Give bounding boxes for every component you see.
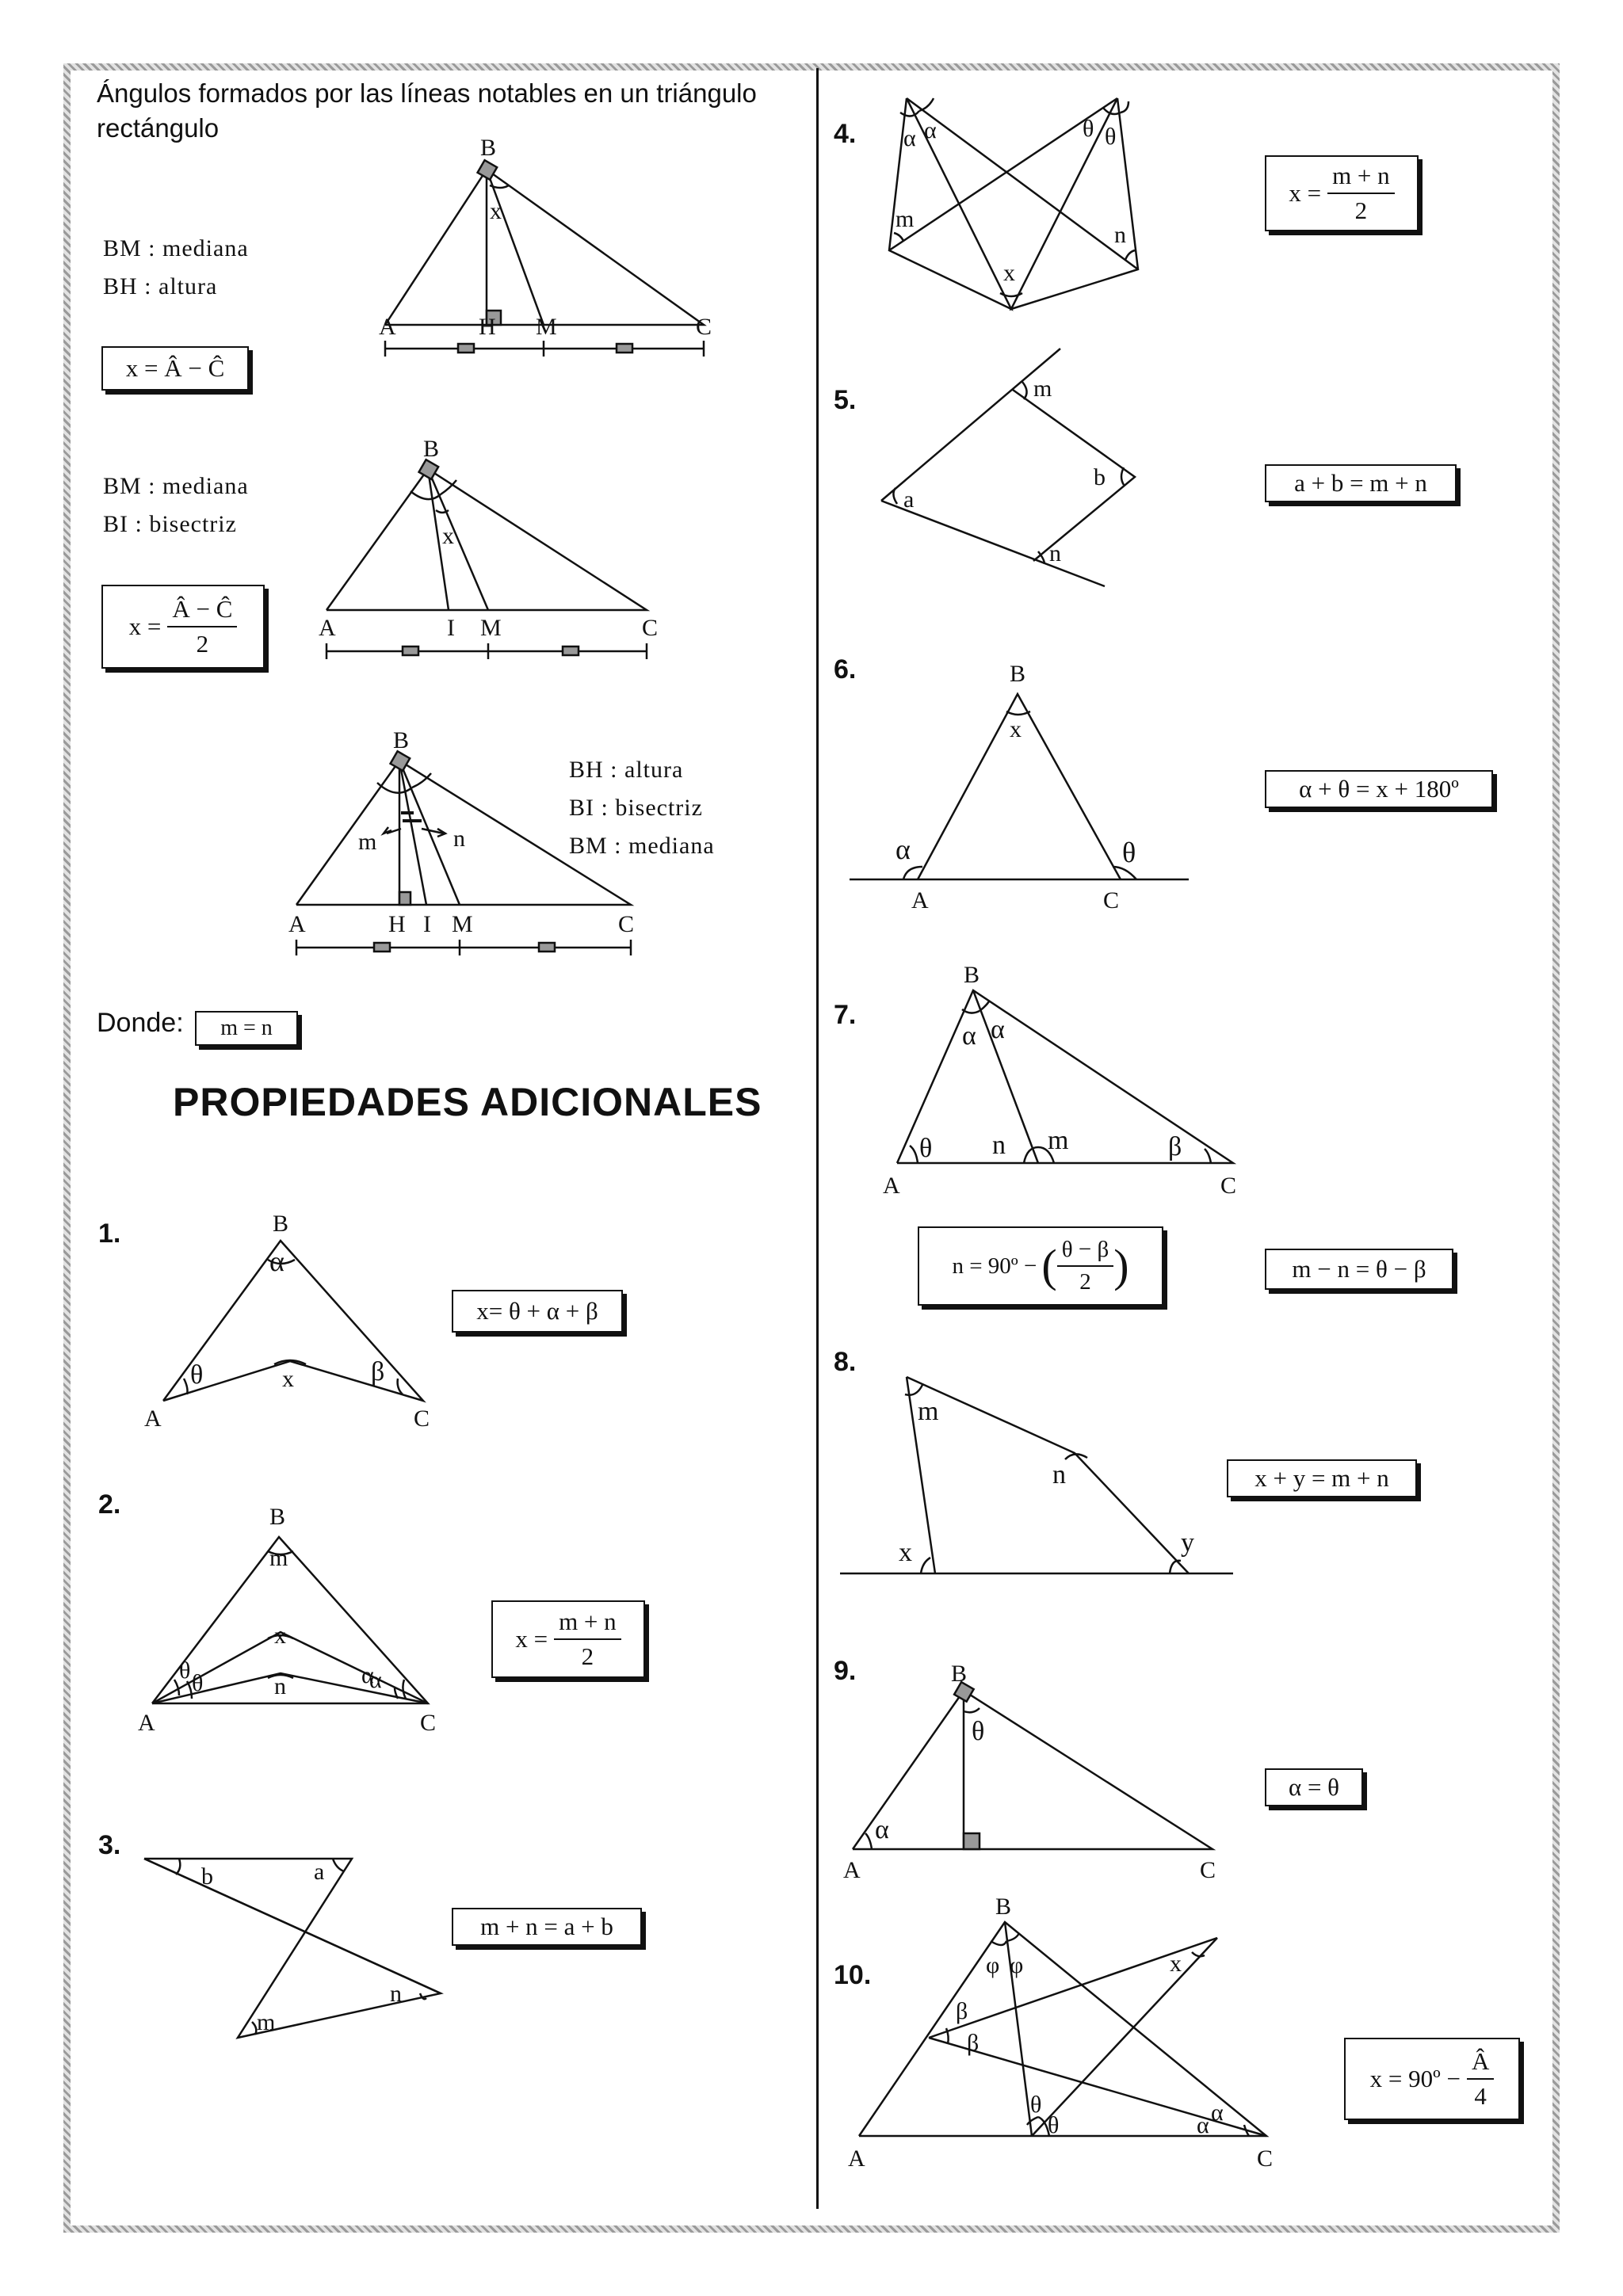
problem-1-number: 1. bbox=[98, 1219, 121, 1249]
p7-label-m: m bbox=[1048, 1126, 1069, 1155]
p6-label-x: x bbox=[1010, 716, 1022, 742]
s3-label-M: M bbox=[452, 911, 473, 937]
p2-label-n: n bbox=[274, 1673, 286, 1699]
p10-label-theta2: θ bbox=[1048, 2112, 1060, 2138]
p3-label-b: b bbox=[201, 1863, 213, 1890]
p4-label-alpha1: α bbox=[903, 125, 916, 151]
s1-line1: BM : mediana bbox=[103, 235, 249, 261]
problem-2-num: m + n bbox=[554, 1608, 621, 1640]
problem-10-num: Â bbox=[1467, 2047, 1494, 2080]
diagram-p3 bbox=[144, 1859, 441, 2038]
diagram-p9 bbox=[853, 1682, 1212, 1849]
p7-label-theta: θ bbox=[919, 1134, 933, 1163]
problem-2-number: 2. bbox=[98, 1489, 121, 1520]
problem-10-lhs: x = 90º − bbox=[1369, 2065, 1461, 2092]
diagram-p10 bbox=[859, 1922, 1266, 2136]
p7-label-alpha2: α bbox=[991, 1015, 1005, 1044]
p9-label-alpha: α bbox=[875, 1815, 889, 1844]
p4-label-alpha2: α bbox=[924, 117, 937, 143]
p9-label-B: B bbox=[951, 1661, 968, 1687]
s1-formula: x = Â − Ĉ bbox=[125, 354, 225, 382]
s2-label-I: I bbox=[447, 615, 455, 641]
paren-open: ( bbox=[1041, 1240, 1057, 1291]
p4-label-x: x bbox=[1003, 260, 1015, 286]
donde-formula: m = n bbox=[220, 1016, 273, 1040]
s2-line2: BI : bisectriz bbox=[103, 511, 237, 537]
p3-label-n: n bbox=[390, 1981, 402, 2007]
s2-formula-lhs: x = bbox=[128, 612, 162, 640]
p2-label-C: C bbox=[420, 1710, 437, 1736]
p4-label-n: n bbox=[1114, 222, 1126, 248]
p1-label-alpha: α bbox=[269, 1245, 285, 1277]
s2-label-M: M bbox=[480, 615, 502, 641]
donde-label: Donde: bbox=[97, 1008, 184, 1038]
p4-label-m: m bbox=[896, 206, 915, 232]
problem-3-number: 3. bbox=[98, 1830, 121, 1860]
p2-label-theta2: θ bbox=[192, 1670, 204, 1696]
s1-label-H: H bbox=[479, 314, 496, 340]
p7-label-alpha1: α bbox=[962, 1021, 976, 1051]
problem-9-number: 9. bbox=[834, 1656, 857, 1686]
problem-4-lhs: x = bbox=[1289, 179, 1322, 207]
p9-label-C: C bbox=[1200, 1857, 1216, 1883]
problem-7-formula2-lhs: n = 90º − bbox=[952, 1253, 1037, 1279]
p9-label-theta: θ bbox=[972, 1717, 985, 1746]
problem-1-formula: x= θ + α + β bbox=[476, 1297, 598, 1325]
s3-line1: BH : altura bbox=[569, 757, 684, 783]
section-title: PROPIEDADES ADICIONALES bbox=[173, 1080, 762, 1124]
p10-label-phi2: φ bbox=[1010, 1952, 1024, 1978]
problem-5-number: 5. bbox=[834, 385, 857, 415]
p4-label-theta1: θ bbox=[1083, 116, 1094, 142]
p7-label-C: C bbox=[1220, 1173, 1237, 1199]
s2-line1: BM : mediana bbox=[103, 473, 249, 499]
p2-label-A: A bbox=[138, 1710, 155, 1736]
problem-4-num: m + n bbox=[1327, 162, 1395, 194]
p8-label-y: y bbox=[1181, 1528, 1194, 1558]
p1-label-theta: θ bbox=[190, 1360, 204, 1390]
s2-label-B: B bbox=[423, 436, 440, 462]
s3-label-m: m bbox=[358, 829, 377, 855]
s3-label-I: I bbox=[423, 911, 431, 937]
problem-7-formula: m − n = θ − β bbox=[1292, 1255, 1426, 1283]
problem-5-formula: a + b = m + n bbox=[1294, 469, 1427, 497]
s1-line2: BH : altura bbox=[103, 273, 218, 299]
p10-label-C: C bbox=[1257, 2145, 1274, 2172]
s1-label-M: M bbox=[536, 314, 557, 340]
p7-label-A: A bbox=[883, 1173, 900, 1199]
paren-close: ) bbox=[1113, 1240, 1129, 1291]
problem-7-number: 7. bbox=[834, 1000, 857, 1030]
s2-label-C: C bbox=[642, 615, 659, 641]
p10-label-theta1: θ bbox=[1030, 2092, 1042, 2118]
problem-9-formula: α = θ bbox=[1288, 1773, 1340, 1801]
p3-label-m: m bbox=[257, 2009, 276, 2035]
p7-label-beta: β bbox=[1168, 1132, 1182, 1161]
problem-3-formula: m + n = a + b bbox=[480, 1913, 613, 1940]
problem-4-number: 4. bbox=[834, 119, 857, 149]
p10-label-alpha1: α bbox=[1197, 2112, 1209, 2138]
p1-label-x: x bbox=[282, 1366, 294, 1392]
p10-label-beta1: β bbox=[956, 1998, 968, 2024]
problem-2-lhs: x = bbox=[515, 1625, 548, 1653]
p5-label-n: n bbox=[1049, 540, 1061, 566]
p6-label-C: C bbox=[1103, 887, 1120, 913]
problem-4-den: 2 bbox=[1354, 196, 1368, 224]
problem-10-den: 4 bbox=[1474, 2082, 1487, 2110]
p10-label-beta2: β bbox=[967, 2030, 980, 2056]
p6-label-B: B bbox=[1010, 661, 1026, 687]
p8-label-m: m bbox=[918, 1397, 939, 1426]
p2-label-m: m bbox=[269, 1545, 288, 1571]
p8-label-x: x bbox=[899, 1538, 912, 1567]
p1-label-B: B bbox=[273, 1211, 289, 1237]
p10-label-A: A bbox=[848, 2145, 865, 2172]
p5-label-a: a bbox=[903, 486, 915, 513]
p7-label-n: n bbox=[992, 1131, 1006, 1160]
problem-10-number: 10. bbox=[834, 1960, 872, 1990]
problem-8-number: 8. bbox=[834, 1347, 857, 1377]
p1-label-A: A bbox=[144, 1405, 162, 1432]
s2-label-x: x bbox=[442, 523, 454, 549]
p10-label-x: x bbox=[1170, 1951, 1182, 1977]
problem-7-num: θ − β bbox=[1057, 1237, 1114, 1267]
problem-6-number: 6. bbox=[834, 654, 857, 685]
p10-label-B: B bbox=[995, 1894, 1012, 1920]
s3-label-A: A bbox=[288, 911, 306, 937]
p7-label-B: B bbox=[964, 962, 980, 988]
problem-2-den: 2 bbox=[581, 1642, 594, 1670]
p10-label-phi1: φ bbox=[986, 1952, 1000, 1978]
s1-label-B: B bbox=[480, 135, 497, 161]
s1-label-x: x bbox=[490, 198, 502, 224]
problem-6-formula: α + θ = x + 180º bbox=[1299, 775, 1459, 803]
p8-label-n: n bbox=[1052, 1460, 1066, 1489]
p3-label-a: a bbox=[314, 1859, 325, 1885]
p6-label-A: A bbox=[911, 887, 929, 913]
s3-line2: BI : bisectriz bbox=[569, 795, 703, 821]
s2-label-A: A bbox=[319, 615, 336, 641]
p5-label-m: m bbox=[1033, 376, 1052, 402]
s3-label-H: H bbox=[388, 911, 406, 937]
p6-label-theta: θ bbox=[1122, 837, 1136, 868]
problem-8-formula: x + y = m + n bbox=[1254, 1464, 1389, 1492]
problem-7-den: 2 bbox=[1079, 1269, 1091, 1295]
s1-label-C: C bbox=[696, 314, 712, 340]
s3-label-B: B bbox=[393, 727, 410, 753]
p4-label-theta2: θ bbox=[1105, 124, 1117, 150]
s2-num: Â − Ĉ bbox=[167, 595, 237, 627]
p1-label-C: C bbox=[414, 1405, 430, 1432]
s3-line3: BM : mediana bbox=[569, 833, 715, 859]
p6-label-alpha: α bbox=[896, 833, 911, 865]
p2-label-theta1: θ bbox=[179, 1657, 191, 1684]
p2-label-alpha2: α bbox=[361, 1662, 374, 1688]
p2-label-B: B bbox=[269, 1504, 286, 1530]
s1-label-A: A bbox=[379, 314, 396, 340]
p2-label-x: x bbox=[274, 1623, 286, 1649]
p9-label-A: A bbox=[843, 1857, 861, 1883]
s3-label-n: n bbox=[453, 826, 465, 852]
p1-label-beta: β bbox=[371, 1357, 385, 1386]
p5-label-b: b bbox=[1094, 464, 1106, 490]
p2-label-alpha1: α bbox=[369, 1667, 382, 1693]
p10-label-alpha2: α bbox=[1211, 2100, 1224, 2126]
s3-label-C: C bbox=[618, 911, 635, 937]
s2-den: 2 bbox=[196, 630, 209, 658]
page-title: Ángulos formados por las líneas notables en un triángulo rectángulo bbox=[97, 78, 757, 143]
